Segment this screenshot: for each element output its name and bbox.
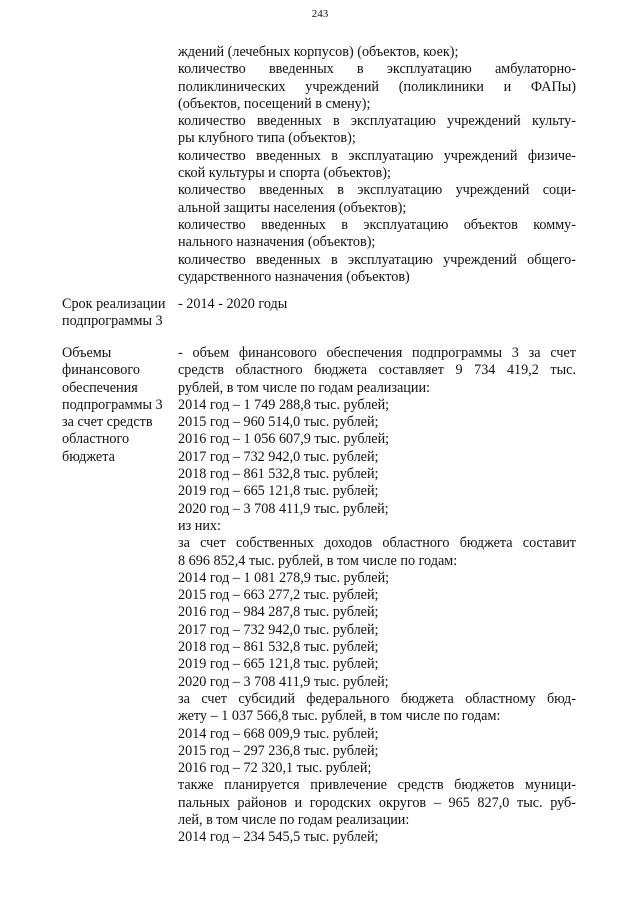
funding-line: 2019 год – 665 121,8 тыс. рублей;: [178, 656, 379, 673]
funding-line: 2018 год – 861 532,8 тыс. рублей;: [178, 639, 379, 656]
term-label-line: подпрограммы 3: [62, 313, 163, 330]
funding-line: за счет субсидий федерального бюджета областному бюд-: [178, 690, 576, 707]
indicator-line: поликлинических учреждений (поликлиники и ФАПы): [178, 78, 576, 95]
funding-line: 2015 год – 297 236,8 тыс. рублей;: [178, 742, 379, 759]
funding-label-line: обеспечения: [62, 379, 138, 396]
indicators-list: [178, 44, 576, 286]
funding-line: 2020 год – 3 708 411,9 тыс. рублей;: [178, 673, 389, 690]
indicator-line: количество введенных в эксплуатацию учреждений культу-: [178, 113, 576, 130]
funding-line: средств областного бюджета составляет 9 734 419,2 тыс.: [178, 362, 576, 379]
funding-line: 2015 год – 663 277,2 тыс. рублей;: [178, 587, 379, 604]
funding-label-line: за счет средств: [62, 414, 153, 431]
funding-line: 2016 год – 1 056 607,9 тыс. рублей;: [178, 431, 390, 448]
page-number: 243: [311, 8, 329, 20]
term-value: - 2014 - 2020 годы: [178, 296, 288, 312]
funding-line: - объем финансового обеспечения подпрограммы 3 за счет: [178, 345, 576, 361]
indicator-line: количество введенных в эксплуатацию объектов комму-: [178, 216, 576, 233]
indicator-line: нального назначения (объектов);: [178, 234, 376, 251]
funding-label-line: Объемы: [62, 345, 112, 361]
indicator-line: количество введенных в эксплуатацию учреждений физиче-: [178, 147, 576, 164]
indicator-line: ры клубного типа (объектов);: [178, 130, 356, 147]
funding-line: жету – 1 037 566,8 тыс. рублей, в том числе по годам:: [178, 708, 501, 725]
funding-line: 2018 год – 861 532,8 тыс. рублей;: [178, 466, 379, 483]
funding-label-line: финансового: [62, 362, 140, 379]
funding-line: 2016 год – 984 287,8 тыс. рублей;: [178, 604, 379, 621]
funding-line: 2014 год – 1 749 288,8 тыс. рублей;: [178, 396, 390, 413]
funding-line: 2015 год – 960 514,0 тыс. рублей;: [178, 414, 379, 431]
funding-line: 2014 год – 1 081 278,9 тыс. рублей;: [178, 569, 390, 586]
funding-line: из них:: [178, 517, 221, 534]
funding-line: 2019 год – 665 121,8 тыс. рублей;: [178, 483, 379, 500]
funding-line: 2017 год – 732 942,0 тыс. рублей;: [178, 448, 379, 465]
funding-label-line: областного: [62, 431, 130, 448]
indicator-line: альной защиты населения (объектов);: [178, 199, 407, 216]
term-label-line: Срок реализации: [62, 296, 166, 312]
funding-line: 2014 год – 668 009,9 тыс. рублей;: [178, 725, 379, 742]
funding-line: рублей, в том числе по годам реализации:: [178, 379, 430, 396]
funding-line: 2016 год – 72 320,1 тыс. рублей;: [178, 760, 372, 777]
indicator-line: ской культуры и спорта (объектов);: [178, 165, 391, 182]
indicator-line: количество введенных в эксплуатацию учреждений общего-: [178, 251, 576, 268]
funding-details: [178, 345, 576, 847]
indicator-line: количество введенных в эксплуатацию амбулаторно-: [178, 61, 576, 78]
funding-line: за счет собственных доходов областного бюджета составит: [178, 535, 576, 552]
funding-line: 8 696 852,4 тыс. рублей, в том числе по годам:: [178, 552, 458, 569]
funding-line: также планируется привлечение средств бюджетов муници-: [178, 777, 576, 794]
funding-line: 2014 год – 234 545,5 тыс. рублей;: [178, 829, 379, 846]
funding-label: [62, 345, 174, 466]
indicator-line: сударственного назначения (объектов): [178, 268, 410, 285]
indicator-line: (объектов, посещений в смену);: [178, 95, 371, 112]
funding-line: пальных районов и городских округов – 965 827,0 тыс. руб-: [178, 794, 576, 811]
funding-line: 2017 год – 732 942,0 тыс. рублей;: [178, 621, 379, 638]
indicator-line: количество введенных в эксплуатацию учреждений соци-: [178, 182, 576, 199]
funding-label-line: подпрограммы 3: [62, 396, 163, 413]
term-label: [62, 296, 174, 331]
funding-label-line: бюджета: [62, 448, 115, 465]
indicator-line: ждений (лечебных корпусов) (объектов, коек);: [178, 44, 459, 60]
term-value-block: [178, 296, 576, 313]
funding-line: лей, в том числе по годам реализации:: [178, 812, 410, 829]
funding-line: 2020 год – 3 708 411,9 тыс. рублей;: [178, 500, 389, 517]
